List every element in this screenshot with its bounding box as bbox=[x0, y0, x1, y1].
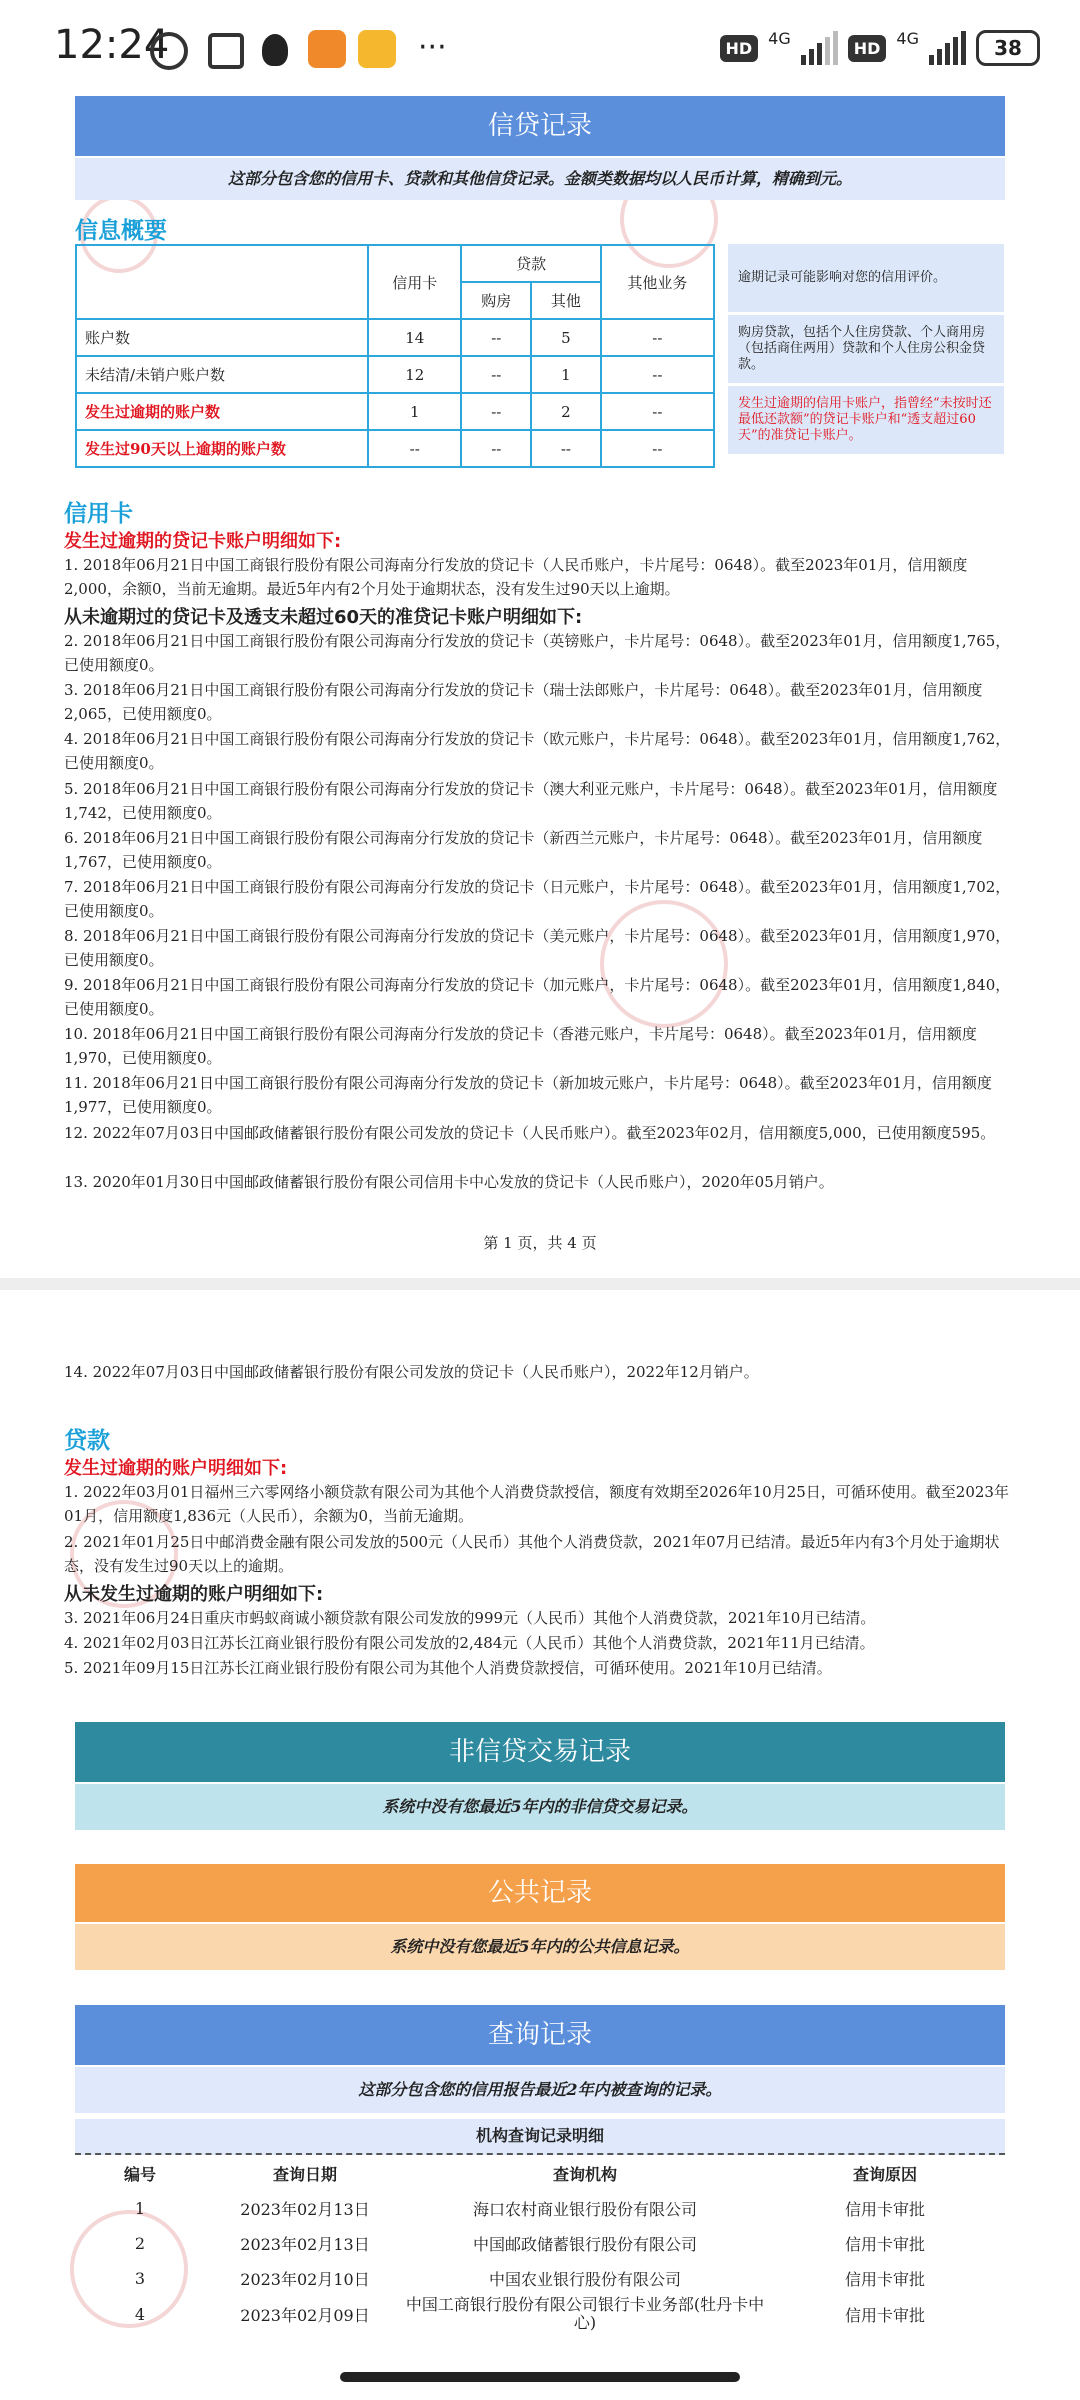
list-item: 11. 2018年06月21日中国工商银行股份有限公司海南分行发放的贷记卡（新加坡元账户，卡片尾号：0648）。截至2023年01月，信用额度1,977，已使用额度0。 bbox=[64, 1074, 992, 1116]
credit-record-subtitle: 这部分包含您的信用卡、贷款和其他信贷记录。金额类数据均以人民币计算，精确到元。 bbox=[75, 158, 1005, 200]
list-item: 7. 2018年06月21日中国工商银行股份有限公司海南分行发放的贷记卡（日元账户，卡片尾号：0648）。截至2023年01月，信用额度1,702，已使用额度0。 bbox=[64, 878, 1011, 920]
home-indicator[interactable] bbox=[340, 2372, 740, 2382]
table-row: 4 2023年02月09日 中国工商银行股份有限公司银行卡业务部(牡丹卡中心) 信用卡审批 bbox=[134, 2295, 925, 2332]
col-housing: 购房 bbox=[461, 282, 531, 319]
list-item: 14. 2022年07月03日中国邮政储蓄银行股份有限公司发放的贷记卡（人民币账户），2022年12月销户。 bbox=[64, 1363, 759, 1381]
col-credit-card: 信用卡 bbox=[368, 245, 461, 319]
list-item: 2. 2018年06月21日中国工商银行股份有限公司海南分行发放的贷记卡（英镑账户，卡片尾号：0648）。截至2023年01月，信用额度1,765，已使用额度0。 bbox=[64, 632, 1011, 674]
more-icon: ··· bbox=[418, 30, 447, 65]
list-item: 9. 2018年06月21日中国工商银行股份有限公司海南分行发放的贷记卡（加元账户，卡片尾号：0648）。截至2023年01月，信用额度1,840，已使用额度0。 bbox=[64, 976, 1011, 1018]
battery-icon: 38 bbox=[976, 30, 1040, 66]
col-reason: 查询原因 bbox=[852, 2165, 917, 2184]
list-item: 1. 2022年03月01日福州三六零网络小额贷款有限公司为其他个人消费贷款授信，额度有效期至2026年10月25日，可循环使用。截至2023年01月，信用额度1,836元（人民币），余额为0，当前无逾期。 bbox=[64, 1483, 1009, 1525]
list-item: 4. 2021年02月03日江苏长江商业银行股份有限公司发放的2,484元（人民币）其他个人消费贷款，2021年11月已结清。 bbox=[64, 1634, 875, 1652]
status-bar bbox=[0, 0, 1080, 95]
list-item: 3. 2021年06月24日重庆市蚂蚁商诚小额贷款有限公司发放的999元（人民币）其他个人消费贷款，2021年10月已结清。 bbox=[64, 1609, 876, 1627]
list-item: 10. 2018年06月21日中国工商银行股份有限公司海南分行发放的贷记卡（香港元账户，卡片尾号：0648）。截至2023年01月，信用额度1,970，已使用额度0。 bbox=[64, 1025, 977, 1067]
signal-icon bbox=[801, 31, 838, 65]
page-footer: 第 1 页，共 4 页 bbox=[483, 1234, 597, 1252]
table-row: 发生过逾期的账户数 1 -- 2 -- bbox=[76, 393, 714, 430]
credit-card-clean-title: 从未逾期过的贷记卡及透支未超过60天的准贷记卡账户明细如下: bbox=[64, 607, 583, 628]
table-row: 2 2023年02月13日 中国邮政储蓄银行股份有限公司 信用卡审批 bbox=[134, 2234, 925, 2254]
list-item: 3. 2018年06月21日中国工商银行股份有限公司海南分行发放的贷记卡（瑞士法郎账户，卡片尾号：0648）。截至2023年01月，信用额度2,065，已使用额度0。 bbox=[64, 681, 983, 723]
col-other: 其他 bbox=[531, 282, 601, 319]
loan-clean-title: 从未发生过逾期的账户明细如下: bbox=[64, 1584, 324, 1605]
network-type-2: 4G bbox=[896, 28, 919, 48]
query-table bbox=[75, 2156, 1005, 2332]
page-divider bbox=[0, 1278, 1080, 1290]
list-item: 8. 2018年06月21日中国工商银行股份有限公司海南分行发放的贷记卡（美元账户，卡片尾号：0648）。截至2023年01月，信用额度1,970，已使用额度0。 bbox=[64, 927, 1011, 969]
summary-notes bbox=[728, 244, 1004, 454]
corner-cell bbox=[76, 245, 368, 319]
list-item: 13. 2020年01月30日中国邮政储蓄银行股份有限公司信用卡中心发放的贷记卡（人民币账户），2020年05月销户。 bbox=[64, 1173, 834, 1191]
loan-heading: 贷款 bbox=[64, 1428, 110, 1454]
hd-badge-2: HD bbox=[848, 35, 887, 62]
table-row: 未结清/未销户账户数 12 -- 1 -- bbox=[76, 356, 714, 393]
list-item: 4. 2018年06月21日中国工商银行股份有限公司海南分行发放的贷记卡（欧元账户，卡片尾号：0648）。截至2023年01月，信用额度1,762，已使用额度0。 bbox=[64, 730, 1011, 772]
public-record-title-bar: 公共记录 bbox=[75, 1864, 1005, 1922]
list-item: 12. 2022年07月03日中国邮政储蓄银行股份有限公司发放的贷记卡（人民币账户）。截至2023年02月，信用额度5,000，已使用额度595。 bbox=[64, 1124, 996, 1142]
note-overdue-card: 发生过逾期的信用卡账户，指曾经“未按时还最低还款额”的贷记卡账户和“透支超过60天”的准贷记卡账户。 bbox=[728, 386, 1004, 454]
list-item: 5. 2021年09月15日江苏长江商业银行股份有限公司为其他个人消费贷款授信，可循环使用。2021年10月已结清。 bbox=[64, 1659, 832, 1677]
credit-card-heading: 信用卡 bbox=[64, 501, 133, 527]
note-housing: 购房贷款，包括个人住房贷款、个人商用房（包括商住两用）贷款和个人住房公积金贷款。 bbox=[728, 315, 1004, 383]
signal-icon-2 bbox=[929, 31, 966, 65]
col-no: 编号 bbox=[123, 2165, 156, 2184]
status-time: 12:24 bbox=[54, 22, 170, 68]
list-item: 6. 2018年06月21日中国工商银行股份有限公司海南分行发放的贷记卡（新西兰元账户，卡片尾号：0648）。截至2023年01月，信用额度1,767，已使用额度0。 bbox=[64, 829, 983, 871]
col-other-business: 其他业务 bbox=[601, 245, 714, 319]
summary-table bbox=[75, 244, 715, 468]
list-item: 2. 2021年01月25日中邮消费金融有限公司发放的500元（人民币）其他个人消费贷款，2021年07月已结清。最近5年内有3个月处于逾期状态，没有发生过90天以上的逾期。 bbox=[64, 1533, 1000, 1575]
list-item: 5. 2018年06月21日中国工商银行股份有限公司海南分行发放的贷记卡（澳大利亚元账户，卡片尾号：0648）。截至2023年01月，信用额度1,742，已使用额度0。 bbox=[64, 780, 998, 822]
summary-heading: 信息概要 bbox=[75, 218, 167, 244]
credit-card-overdue-title: 发生过逾期的贷记卡账户明细如下: bbox=[64, 531, 342, 552]
query-record-subtitle: 这部分包含您的信用报告最近2年内被查询的记录。 bbox=[75, 2067, 1005, 2113]
nfc-icon bbox=[208, 33, 244, 69]
table-row: 发生过90天以上逾期的账户数 -- -- -- -- bbox=[76, 430, 714, 467]
col-loan: 贷款 bbox=[461, 245, 600, 282]
public-record-subtitle: 系统中没有您最近5年内的公共信息记录。 bbox=[75, 1924, 1005, 1970]
non-credit-subtitle: 系统中没有您最近5年内的非信贷交易记录。 bbox=[75, 1784, 1005, 1830]
qq-icon bbox=[262, 34, 288, 66]
chat-app-icon bbox=[358, 30, 396, 68]
alarm-icon bbox=[150, 32, 188, 70]
non-credit-title-bar: 非信贷交易记录 bbox=[75, 1722, 1005, 1782]
network-type-1: 4G bbox=[768, 28, 791, 48]
col-date: 查询日期 bbox=[272, 2165, 337, 2184]
table-row: 3 2023年02月10日 中国农业银行股份有限公司 信用卡审批 bbox=[134, 2269, 925, 2289]
note-overdue: 逾期记录可能影响对您的信用评价。 bbox=[728, 244, 1004, 312]
status-right bbox=[720, 30, 1041, 66]
hd-badge-1: HD bbox=[720, 35, 759, 62]
orange-app-icon bbox=[308, 30, 346, 68]
loan-overdue-title: 发生过逾期的账户明细如下: bbox=[64, 1458, 288, 1479]
col-institution: 查询机构 bbox=[552, 2165, 617, 2184]
query-table-title: 机构查询记录明细 bbox=[75, 2119, 1005, 2155]
credit-record-title-bar: 信贷记录 bbox=[75, 96, 1005, 156]
table-row: 1 2023年02月13日 海口农村商业银行股份有限公司 信用卡审批 bbox=[134, 2199, 925, 2219]
list-item: 1. 2018年06月21日中国工商银行股份有限公司海南分行发放的贷记卡（人民币账户，卡片尾号：0648）。截至2023年01月，信用额度2,000，余额0，当前无逾期。最近5年内有2个月处于逾期状态，没有发生过90天以上逾期。 bbox=[64, 556, 968, 598]
table-row: 账户数 14 -- 5 -- bbox=[76, 319, 714, 356]
query-record-title-bar: 查询记录 bbox=[75, 2005, 1005, 2065]
